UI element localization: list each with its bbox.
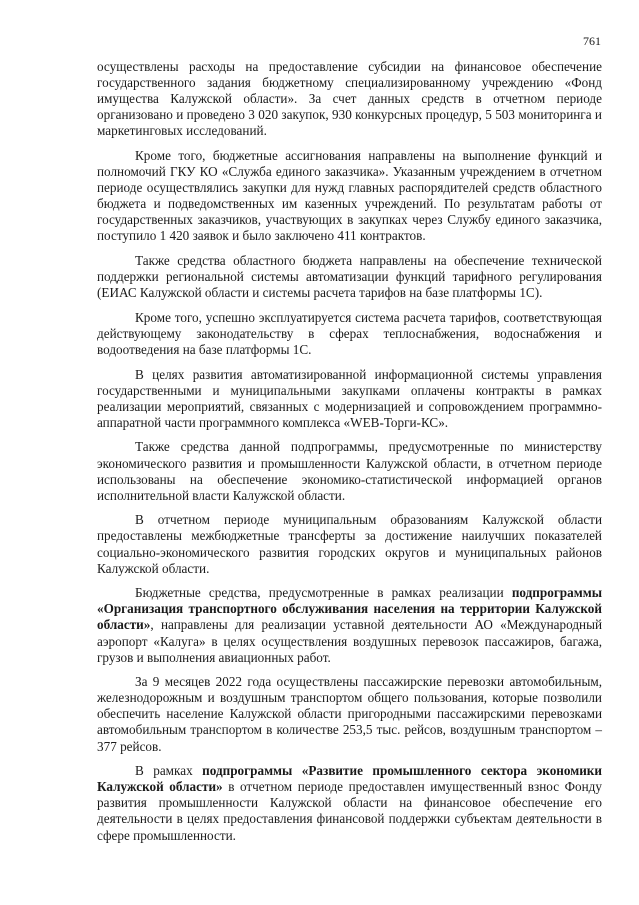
paragraph-text: в отчетном периоде предоставлен имущественный взнос Фонду развития промышленности Калужской области на финансовое обеспечение его деятельности в целях предоставления финансовой поддержки субъектам деятельности в сфере промышленности. [97, 779, 602, 843]
paragraph-procurement-system-development [97, 367, 602, 431]
paragraph-transport-subprogram [97, 585, 602, 665]
paragraph-text: Кроме того, бюджетные ассигнования направлены на выполнение функций и полномочий ГКУ КО «Служба единого заказчика». Указанным учреждением в отчетном периоде осуществлялись закупки для нужд главных распорядителей средств областного бюджета и подведомственных им казенных учреждений. По результатам работы от государственных заказчиков, участвующих в закупках через Службу единого заказчика, поступило 1 420 заявок и было заключено 411 контрактов. [97, 147, 602, 244]
subprogram-title-transport: подпрограммы «Организация транспортного обслуживания населения на территории Калужской области» [97, 585, 602, 633]
paragraph-text: В целях развития автоматизированной информационной системы управления государственными и муниципальными закупками оплачены контракты в рамках реализации мероприятий, связанных с модернизацией и сопровождением программно-аппаратной части программного комплекса «WEB-Торги-КС». [97, 366, 602, 430]
paragraph-text: , направлены для реализации уставной деятельности АО «Международный аэропорт «Калуга» в целях осуществления воздушных перевозок пассажиров, багажа, грузов и выполнения авиационных работ. [97, 617, 602, 665]
paragraph-interbudget-transfers [97, 512, 602, 576]
paragraph-economic-statistics [97, 439, 602, 503]
paragraph-industry-subprogram [97, 763, 602, 843]
paragraph-text: Также средства областного бюджета направлены на обеспечение технической поддержки региональной системы автоматизации функций тарифного регулирования (ЕИАС Калужской области и системы расчета тарифов на базе платформы 1С). [97, 253, 602, 301]
paragraph-text: В отчетном периоде муниципальным образованиям Калужской области предоставлены межбюджетные трансферты за достижение наилучших показателей социально-экономического развития городских округов и муниципальных районов Калужской области. [97, 512, 602, 576]
paragraph-tariff-system-operation [97, 310, 602, 358]
page-number: 761 [583, 34, 601, 48]
paragraph-single-customer-service [97, 148, 602, 245]
paragraph-fund-property-procurement [97, 59, 602, 139]
subprogram-title-industry: подпрограммы «Развитие промышленного сектора экономики Калужской области» [97, 763, 602, 795]
paragraph-text: Также средства данной подпрограммы, предусмотренные по министерству экономического развития и промышленности Калужской области, в отчетном периоде использованы на обеспечение экономико-статистической информацией органов исполнительной власти Калужской области. [97, 439, 602, 503]
paragraph-passenger-transport [97, 674, 602, 754]
document-body [97, 59, 602, 852]
paragraph-text: осуществлены расходы на предоставление субсидии на финансовое обеспечение государственного задания бюджетному специализированному учреждению «Фонд имущества Калужской области». За счет данных средств в отчетном периоде организовано и проведено 3 020 закупок, 930 конкурсных процедур, 5 503 мониторинга и маркетинговых исследований. [97, 59, 602, 139]
paragraph-tariff-regulation-support [97, 253, 602, 301]
paragraph-text: Кроме того, успешно эксплуатируется система расчета тарифов, соответствующая действующему законодательству в сферах теплоснабжения, водоснабжения и водоотведения на базе платформы 1С. [97, 309, 602, 357]
paragraph-text: Бюджетные средства, предусмотренные в рамках реализации [135, 585, 512, 601]
paragraph-text: За 9 месяцев 2022 года осуществлены пассажирские перевозки автомобильным, железнодорожным и воздушным транспортом общего пользования, которые позволили обеспечить население Калужской области пригородными пассажирскими перевозками автомобильным транспортом в количестве 253,5 тыс. рейсов, воздушным транспортом – 377 рейсов. [97, 674, 602, 754]
paragraph-text: В рамках [135, 763, 203, 779]
